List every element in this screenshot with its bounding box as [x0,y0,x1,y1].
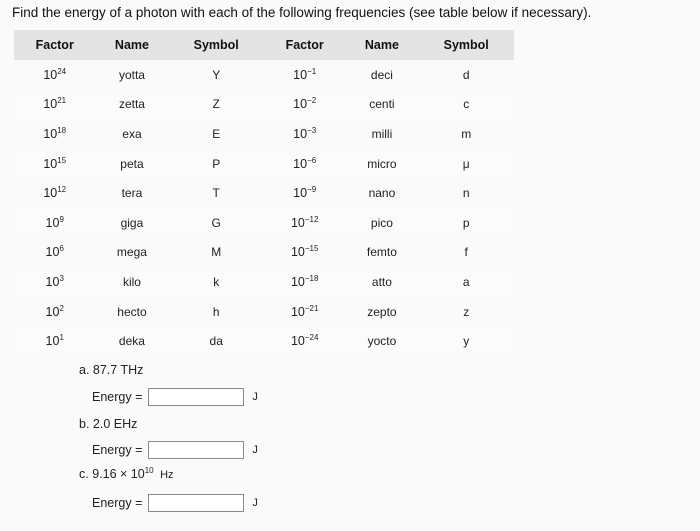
factor-base: 10 [293,186,308,201]
name-cell-2: deci [370,67,393,82]
factor-base: 10 [43,186,58,201]
factor-cell [14,119,95,149]
table-row [14,178,514,208]
name-cell: mega [116,245,147,260]
symbol-cell: Z [168,90,264,120]
table-row [14,149,514,179]
factor-cell [14,297,95,327]
factor-exponent: −18 [304,273,319,283]
table-header-row [14,30,514,60]
header-name: Name [114,38,149,52]
factor-exponent: −3 [307,125,317,135]
factor-base: 10 [293,67,308,82]
unit-label: J [252,444,258,456]
symbol-cell: Y [212,67,221,82]
name-cell: giga [95,208,168,238]
name-cell: peta [95,149,168,179]
factor-base: 10 [45,215,60,230]
question-c-exponent: 10 [144,465,154,475]
energy-input-a[interactable] [148,388,244,406]
factor-cell-2 [264,238,345,268]
energy-input-b[interactable] [148,441,244,459]
factor-cell-2 [264,267,345,297]
symbol-cell-2: d [462,67,470,82]
symbol-cell-2: y [418,326,514,356]
factor-exponent: −1 [307,66,317,76]
table-row [14,119,514,149]
factor-base: 10 [45,334,60,349]
factor-base: 10 [45,304,60,319]
header-factor: Factor [35,38,74,52]
factor-base: 10 [43,126,58,141]
factor-cell-2 [264,60,345,90]
name-cell: hecto [117,304,147,319]
table-row [14,90,514,120]
factor-exponent: −2 [307,96,317,106]
question-b-label: b. 2.0 EHz [79,417,138,431]
symbol-cell: T [212,186,220,201]
unit-label: J [252,497,258,509]
factor-exponent: 2 [59,303,64,313]
symbol-cell-2: m [461,126,472,141]
factor-cell [14,149,95,179]
factor-base: 10 [290,215,305,230]
table-row [14,238,514,268]
question-b-energy [92,441,258,459]
symbol-cell: G [168,208,264,238]
question-a-label: a. 87.7 THz [79,363,144,377]
factor-cell-2 [264,90,345,120]
symbol-cell: E [212,126,221,141]
factor-exponent: 3 [59,273,64,283]
factor-exponent: 9 [59,214,64,224]
factor-exponent: −21 [304,303,319,313]
header-symbol: Symbol [193,38,239,52]
factor-cell-2 [264,326,345,356]
symbol-cell: k [168,267,264,297]
factor-cell [14,60,95,90]
symbol-cell: M [211,245,222,260]
name-cell: yotta [118,67,145,82]
factor-exponent: 12 [57,185,67,195]
name-cell: tera [121,186,143,201]
name-cell-2: zepto [367,304,397,319]
factor-cell [14,238,95,268]
energy-input-c[interactable] [148,494,244,512]
name-cell-2: atto [345,267,418,297]
factor-exponent: 1 [59,332,64,342]
factor-base: 10 [293,97,308,112]
name-cell: exa [122,126,142,141]
factor-cell [14,178,95,208]
energy-label: Energy = [92,496,143,510]
factor-exponent: 15 [57,155,67,165]
factor-base: 10 [43,156,58,171]
factor-exponent: −12 [304,214,319,224]
table-row [14,267,514,297]
factor-exponent: 18 [57,125,67,135]
factor-exponent: 21 [57,96,67,106]
name-cell-2: yocto [345,326,418,356]
name-cell: kilo [95,267,168,297]
factor-exponent: −6 [307,155,317,165]
name-cell-2: micro [345,149,418,179]
factor-exponent: 6 [59,244,64,254]
question-c-unit: Hz [160,469,174,481]
factor-cell-2 [264,119,345,149]
symbol-cell-2: a [418,267,514,297]
factor-base: 10 [290,274,305,289]
factor-exponent: −24 [304,332,319,342]
table-row [14,326,514,356]
table-row [14,208,514,238]
name-cell-2: femto [366,245,397,260]
header-symbol-2: Symbol [443,38,489,52]
factor-base: 10 [45,274,60,289]
factor-exponent: 24 [57,66,67,76]
factor-cell-2 [264,208,345,238]
question-c-prefix: c. 9.16 × 10 [79,467,145,481]
symbol-cell: da [168,326,264,356]
factor-cell [14,267,95,297]
factor-base: 10 [45,245,60,260]
unit-label: J [252,391,258,403]
factor-base: 10 [290,304,305,319]
factor-exponent: −15 [304,244,319,254]
symbol-cell: h [212,304,220,319]
question-c-energy [92,494,258,512]
name-cell-2: nano [368,186,396,201]
question-a-energy [92,388,258,406]
factor-cell-2 [264,297,345,327]
factor-cell [14,90,95,120]
factor-base: 10 [293,126,308,141]
factor-cell [14,208,95,238]
name-cell: deka [95,326,168,356]
factor-base: 10 [290,334,305,349]
si-prefix-table [14,30,514,356]
header-name-2: Name [364,38,399,52]
symbol-cell-2: z [463,304,470,319]
factor-exponent: −9 [307,185,317,195]
factor-cell-2 [264,149,345,179]
symbol-cell-2: f [464,245,468,260]
symbol-cell-2: μ [418,149,514,179]
energy-label: Energy = [92,443,143,457]
symbol-cell-2: p [418,208,514,238]
header-factor-2: Factor [285,38,324,52]
name-cell-2: milli [371,126,393,141]
table-row [14,297,514,327]
factor-base: 10 [293,156,308,171]
name-cell: zetta [95,90,168,120]
symbol-cell-2: n [462,186,470,201]
energy-label: Energy = [92,390,143,404]
name-cell-2: centi [345,90,418,120]
name-cell-2: pico [345,208,418,238]
symbol-cell-2: c [418,90,514,120]
problem-prompt: Find the energy of a photon with each of the following frequencies (see table below if necessary). [12,5,592,20]
factor-base: 10 [43,67,58,82]
factor-cell-2 [264,178,345,208]
question-c-label [79,467,174,481]
symbol-cell: P [168,149,264,179]
factor-base: 10 [43,97,58,112]
factor-cell [14,326,95,356]
table-row [14,60,514,90]
factor-base: 10 [290,245,305,260]
